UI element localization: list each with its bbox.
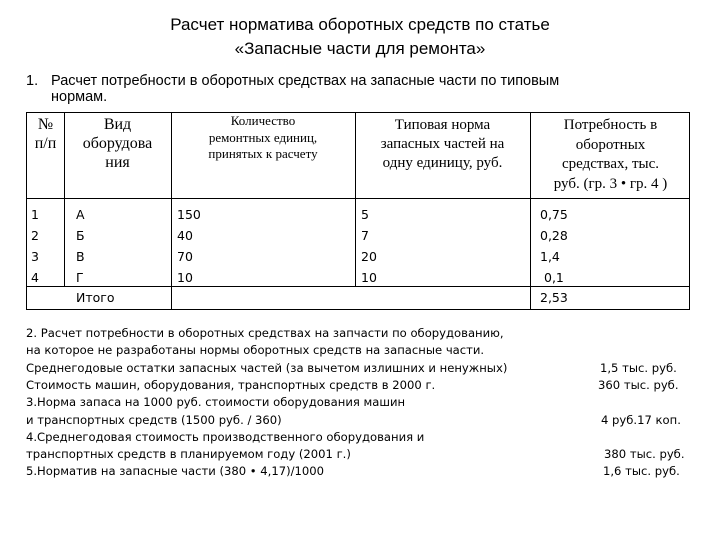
table-row-norm: 7 [361,228,369,243]
table-row-quantity: 10 [177,270,193,285]
section-2-line-3: Среднегодовые остатки запасных частей (за вычетом излишних и ненужных) [26,360,508,375]
header-qty-line-1: Количество [230,113,296,128]
table-row-number: 2 [31,228,39,243]
header-kind-line-2: оборудова [82,135,153,152]
table-row-quantity: 150 [177,207,201,222]
total-value: 2,53 [540,290,568,305]
section-2-line-9: 5.Норматив на запасные части (380 • 4,17)/1000 [26,464,325,479]
header-norm-line-3: одну единицу, руб. [382,155,503,171]
table-row-requirement: 0,28 [540,228,568,243]
total-divider [27,286,689,287]
section-1-line-2: нормам. [51,89,108,105]
title-line-2: «Запасные части для ремонта» [234,39,486,58]
table-row-number: 4 [31,270,39,285]
column-quantity [177,204,201,288]
section-2-line-2: на которое не разработаны нормы оборотных средств на запасные части. [26,343,485,358]
table-row-kind: В [76,249,85,264]
slide-title [0,13,720,61]
header-standard-norm [355,116,530,173]
table-row-quantity: 40 [177,228,193,243]
header-norm-line-1: Типовая норма [394,117,491,133]
column-norm [361,204,377,288]
value-spare-parts-standard: 1,6 тыс. руб. [603,464,680,479]
table-row-requirement: 1,4 [540,249,560,264]
section-1-line-1: Расчет потребности в оборотных средствах на запасные части по типовым [51,73,560,89]
table-row-quantity: 70 [177,249,193,264]
header-qty-line-3: принятых к расчету [208,146,318,161]
value-average-cost: 380 тыс. руб. [604,447,685,462]
title-line-1: Расчет норматива оборотных средств по статье [170,15,550,34]
header-requirement [530,116,691,194]
header-divider [27,198,689,199]
header-need-line-2: оборотных [575,136,646,153]
value-stock-norm: 4 руб.17 коп. [601,412,681,427]
header-kind-line-1: Вид [103,116,132,133]
column-requirement [540,204,568,288]
section-1-number: 1. [26,73,39,89]
table-row-norm: 10 [361,270,377,285]
table-row-requirement: 0,75 [540,207,568,222]
header-number [27,115,64,153]
header-number-line-1: № [37,116,54,133]
section-2-line-5: 3.Норма запаса на 1000 руб. стоимости оборудования машин [26,395,406,410]
table-row-requirement: 0,1 [544,270,564,285]
header-qty-line-2: ремонтных единиц, [208,129,318,145]
section-2-line-4: Стоимость машин, оборудования, транспортных средств в 2000 г. [26,377,436,392]
section-2-line-6: и транспортных средств (1500 руб. / 360) [26,412,282,427]
header-equipment-type [64,115,171,172]
header-number-line-2: п/п [34,135,57,152]
header-need-line-3: средствах, тыс. [561,156,660,172]
header-need-line-1: Потребность в [563,117,658,133]
table-row-number: 1 [31,207,39,222]
value-equipment-cost: 360 тыс. руб. [598,377,679,392]
table-row-kind: А [76,207,85,222]
section-2-line-1: 2. Расчет потребности в оборотных средствах на запчасти по оборудованию, [26,326,504,340]
header-norm-line-2: запасных частей на [380,136,505,152]
header-need-line-4: руб. (гр. 3 • гр. 4 ) [553,175,668,192]
table-row-number: 3 [31,249,39,264]
header-kind-line-3: ния [105,154,130,171]
column-kind [76,204,85,288]
section-1-text [51,73,681,105]
table-row-kind: Б [76,228,85,243]
section-2-line-8: транспортных средств в планируемом году (2001 г.) [26,447,351,462]
table-row-norm: 20 [361,249,377,264]
header-quantity [171,113,355,163]
value-spare-parts-balance: 1,5 тыс. руб. [600,360,677,375]
column-number [31,204,39,288]
total-label: Итого [76,290,115,305]
table-row-norm: 5 [361,207,369,222]
section-2-line-7: 4.Среднегодовая стоимость производственного оборудования и [26,429,425,444]
spare-parts-table [26,112,690,310]
table-row-kind: Г [76,270,84,285]
